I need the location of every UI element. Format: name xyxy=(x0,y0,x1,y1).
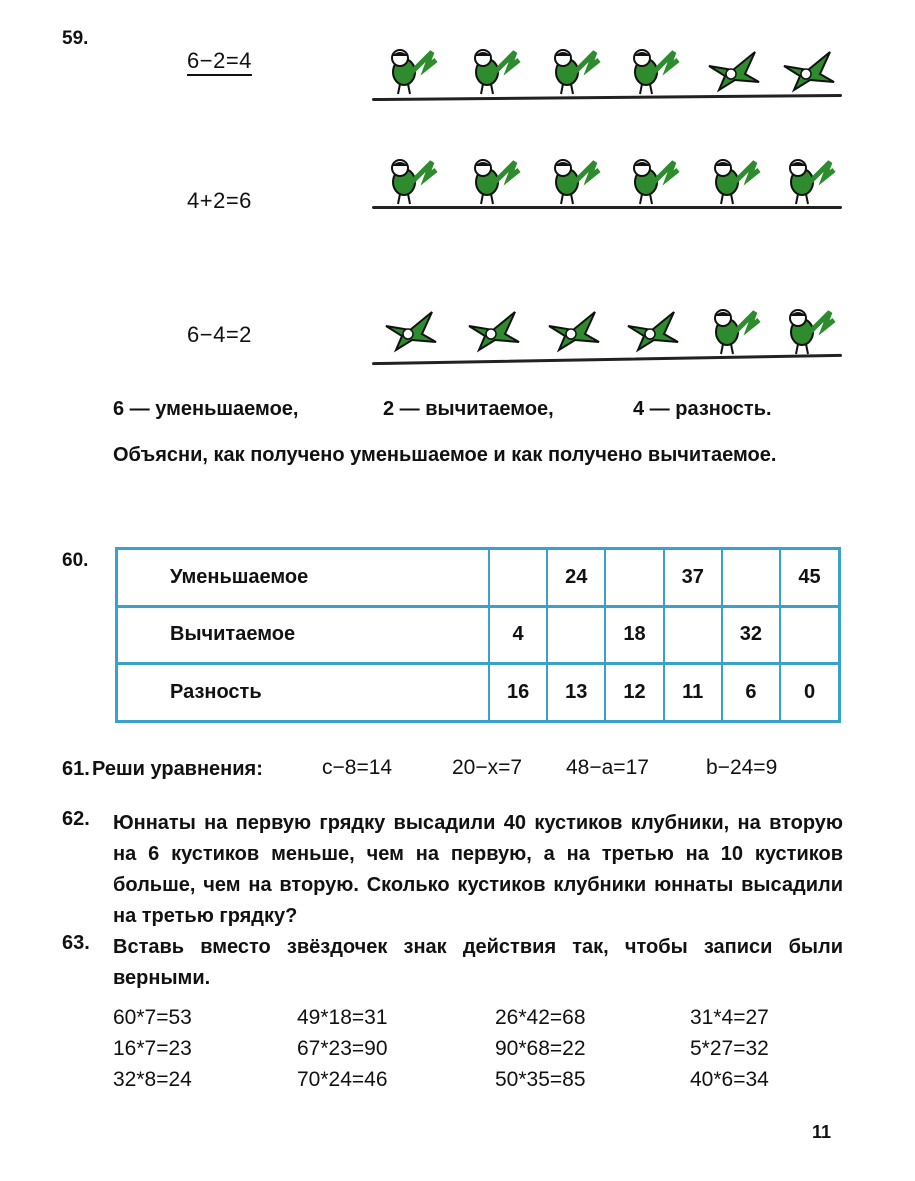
expression: 16*7=23 xyxy=(113,1037,192,1060)
expression: 50*35=85 xyxy=(495,1068,586,1091)
term-difference: 4 — разность. xyxy=(633,398,772,420)
table-cell xyxy=(605,549,663,607)
table-cell: 12 xyxy=(605,664,663,722)
table-row xyxy=(117,606,840,664)
expression: 5*27=32 xyxy=(690,1037,769,1060)
flying-bird-icon xyxy=(624,306,680,356)
table-cell: 11 xyxy=(664,664,722,722)
expression: 32*8=24 xyxy=(113,1068,192,1091)
table-cell: 24 xyxy=(547,549,605,607)
row-label: Вычитаемое xyxy=(117,606,490,664)
equation-row-1: 6−2=4 xyxy=(187,48,252,73)
exercise-number: 62. xyxy=(62,808,90,830)
table-row xyxy=(117,664,840,722)
expression: 49*18=31 xyxy=(297,1006,388,1029)
row-label: Уменьшаемое xyxy=(117,549,490,607)
term-subtrahend: 2 — вычитаемое, xyxy=(383,398,554,420)
sitting-bird-icon xyxy=(624,46,680,96)
exercise-number: 61. xyxy=(62,758,90,780)
sitting-bird-icon xyxy=(545,156,601,206)
sitting-bird-icon xyxy=(382,46,438,96)
flying-bird-icon xyxy=(705,46,761,96)
table-cell: 0 xyxy=(780,664,839,722)
table-cell: 13 xyxy=(547,664,605,722)
table-cell xyxy=(722,549,780,607)
flying-bird-icon xyxy=(780,46,836,96)
sitting-bird-icon xyxy=(705,306,761,356)
table-cell: 6 xyxy=(722,664,780,722)
term-minuend: 6 — уменьшаемое, xyxy=(113,398,299,420)
sitting-bird-icon xyxy=(545,46,601,96)
table-cell: 32 xyxy=(722,606,780,664)
flying-bird-icon xyxy=(545,306,601,356)
expression: 70*24=46 xyxy=(297,1068,388,1091)
sitting-bird-icon xyxy=(382,156,438,206)
equation-row-2: 4+2=6 xyxy=(187,188,252,213)
table-cell: 4 xyxy=(489,606,547,664)
table-cell: 18 xyxy=(605,606,663,664)
table-cell xyxy=(489,549,547,607)
branch-row-2 xyxy=(372,206,842,209)
exercise-number: 63. xyxy=(62,932,90,954)
table-row xyxy=(117,549,840,607)
ex62-problem-text: Юннаты на первую грядку высадили 40 кустиков клубники, на вторую на 6 кустиков меньше, чем на первую, а на третью на 10 кустиков больше, чем на вторую. Сколько кустиков клубники юннаты высадили на третью грядку? xyxy=(113,812,843,927)
sitting-bird-icon xyxy=(780,306,836,356)
table-cell: 45 xyxy=(780,549,839,607)
table-cell: 37 xyxy=(664,549,722,607)
expression: 26*42=68 xyxy=(495,1006,586,1029)
equation: c−8=14 xyxy=(322,756,393,779)
flying-bird-icon xyxy=(465,306,521,356)
sitting-bird-icon xyxy=(465,156,521,206)
row-label: Разность xyxy=(170,681,262,704)
flying-bird-icon xyxy=(382,306,438,356)
sitting-bird-icon xyxy=(465,46,521,96)
equation: 48−a=17 xyxy=(566,756,649,779)
expression: 67*23=90 xyxy=(297,1037,388,1060)
exercise-number: 59. xyxy=(62,28,89,49)
table-cell xyxy=(780,606,839,664)
table-cell xyxy=(664,606,722,664)
table-cell xyxy=(547,606,605,664)
equation: b−24=9 xyxy=(706,756,778,779)
sitting-bird-icon xyxy=(780,156,836,206)
equation-row-3: 6−4=2 xyxy=(187,322,252,347)
ex63-instruction: Вставь вместо звёздочек знак действия так, чтобы записи были верными. xyxy=(113,936,843,989)
subtraction-table xyxy=(115,547,841,723)
page-number: 11 xyxy=(812,1122,832,1142)
equation: 20−x=7 xyxy=(452,756,523,779)
branch-row-3 xyxy=(372,354,842,365)
expression: 60*7=53 xyxy=(113,1006,192,1029)
expression: 90*68=22 xyxy=(495,1037,586,1060)
ex61-prompt: Реши уравнения: xyxy=(92,758,263,780)
sitting-bird-icon xyxy=(705,156,761,206)
table-cell: 16 xyxy=(489,664,547,722)
ex59-question: Объясни, как получено уменьшаемое и как получено вычитаемое. xyxy=(113,444,777,466)
sitting-bird-icon xyxy=(624,156,680,206)
expression: 40*6=34 xyxy=(690,1068,769,1091)
branch-row-1 xyxy=(372,94,842,101)
exercise-number: 60. xyxy=(62,550,89,571)
expression: 31*4=27 xyxy=(690,1006,769,1029)
